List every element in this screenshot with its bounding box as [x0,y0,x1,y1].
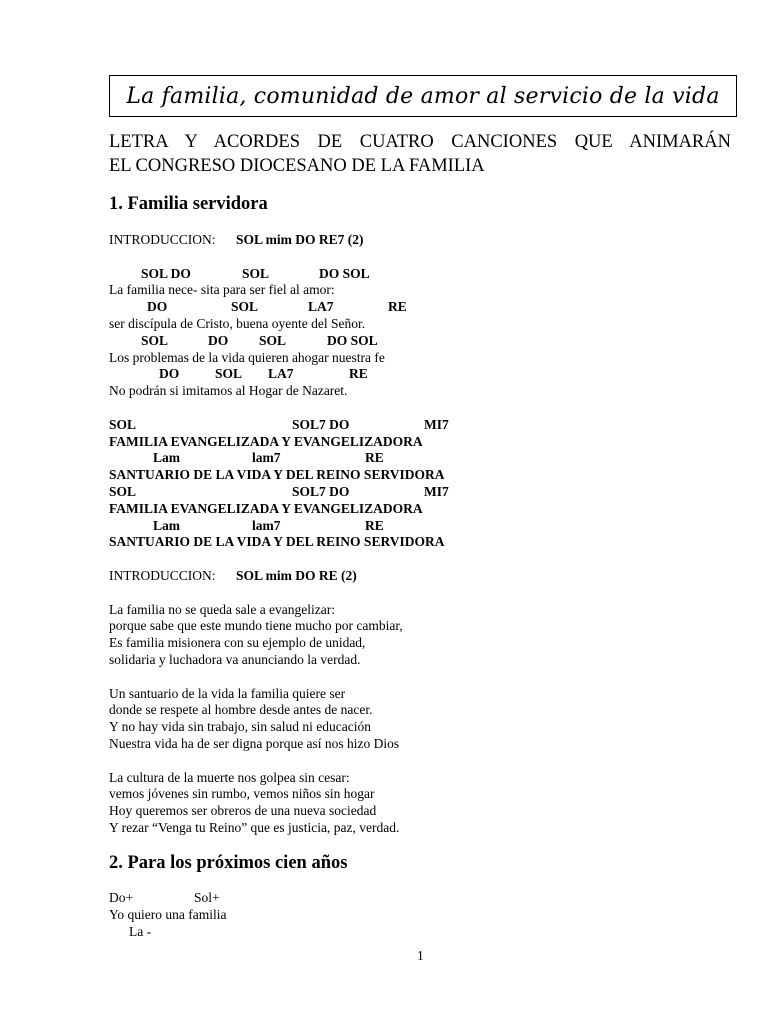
song-2-title: 2. Para los próximos cien años [109,853,348,873]
chord: SOL [242,265,270,281]
lyric-line: No podrán si imitamos al Hogar de Nazaret. [109,383,348,399]
chord: SOL7 DO [292,416,350,432]
chord: lam7 [252,517,281,533]
heading-line-2: EL CONGRESO DIOCESANO DE LA FAMILIA [109,156,485,176]
chord: SOL [215,366,243,382]
chord-line [109,417,749,434]
chord: SOL7 DO [292,483,350,499]
document-heading [109,130,731,178]
lyric-line: vemos jóvenes sin rumbo, vemos niños sin hogar [109,786,375,802]
lyric-line: porque sabe que este mundo tiene mucho por cambiar, [109,618,403,634]
lyric-line: Los problemas de la vida quieren ahogar nuestra fe [109,349,385,365]
chord: RE [349,366,368,382]
chord: MI7 [424,416,449,432]
chord: DO [208,332,229,348]
chord: DO SOL [319,265,370,281]
song-1-title: 1. Familia servidora [109,194,268,214]
song-2-body [109,890,749,940]
lyric-line: Nuestra vida ha de ser digna porque así nos hizo Dios [109,735,400,751]
lyric-line: Un santuario de la vida la familia quiere ser [109,685,346,701]
chorus-line: FAMILIA EVANGELIZADA Y EVANGELIZADORA [109,500,423,516]
heading-line-1: LETRA Y ACORDES DE CUATRO CANCIONES QUE ANIMARÁN [109,132,731,152]
chord: Sol+ [194,890,220,905]
lyric-line: Yo quiero una familia [109,906,227,922]
chorus-line: FAMILIA EVANGELIZADA Y EVANGELIZADORA [109,433,423,449]
lyric-line: Es familia misionera con su ejemplo de unidad, [109,635,366,651]
chord-line [109,518,749,535]
chord: SOL [109,416,137,432]
chord: RE [365,517,384,533]
chord-line [109,890,749,907]
intro-label: INTRODUCCION: [109,567,216,583]
chord: SOL DO [141,265,191,281]
chord-line [109,366,749,383]
lyric-line: ser discípula de Cristo, buena oyente del Señor. [109,315,366,331]
chorus-line: SANTUARIO DE LA VIDA Y DEL REINO SERVIDORA [109,467,445,483]
chord: Lam [153,450,180,466]
chord-line [109,299,749,316]
lyric-line: donde se respete al hombre desde antes de nacer. [109,702,373,718]
chord: DO SOL [327,332,378,348]
document-title: La familia, comunidad de amor al servicio de la vida [126,83,720,109]
intro-line [109,568,749,585]
intro-label: INTRODUCCION: [109,232,216,247]
chorus-line: SANTUARIO DE LA VIDA Y DEL REINO SERVIDORA [109,534,445,550]
chord: DO [159,366,180,382]
chord: SOL [231,299,259,315]
title-box [109,75,737,117]
chord-line [109,266,749,283]
lyric-line: Y rezar “Venga tu Reino” que es justicia, paz, verdad. [109,819,400,835]
chord: Lam [153,517,180,533]
chord: RE [365,450,384,466]
chord: SOL [109,483,137,499]
chord: MI7 [424,483,449,499]
intro-chords: SOL mim DO RE (2) [236,567,357,583]
intro-line [109,232,749,249]
chord: SOL [141,332,169,348]
chord-line [109,924,749,941]
chord: LA7 [308,299,334,315]
page-number: 1 [417,948,424,963]
chord: Do+ [109,890,134,905]
chord-line [109,333,749,350]
lyric-line: Hoy queremos ser obreros de una nueva sociedad [109,803,377,819]
chord: lam7 [252,450,281,466]
chord: SOL [259,332,287,348]
chord: RE [388,299,407,315]
chord: La - [129,923,152,939]
lyric-line: solidaria y luchadora va anunciando la verdad. [109,651,361,667]
lyric-line: La familia no se queda sale a evangelizar: [109,601,336,617]
lyric-line: Y no hay vida sin trabajo, sin salud ni educación [109,719,371,735]
chord-line [109,450,749,467]
lyric-line: La cultura de la muerte nos golpea sin cesar: [109,769,350,785]
chord: DO [147,299,168,315]
song-1-body [109,232,749,837]
lyric-line: La familia nece- sita para ser fiel al amor: [109,282,335,298]
chord: LA7 [268,366,294,382]
chord-line [109,484,749,501]
intro-chords: SOL mim DO RE7 (2) [236,232,364,247]
